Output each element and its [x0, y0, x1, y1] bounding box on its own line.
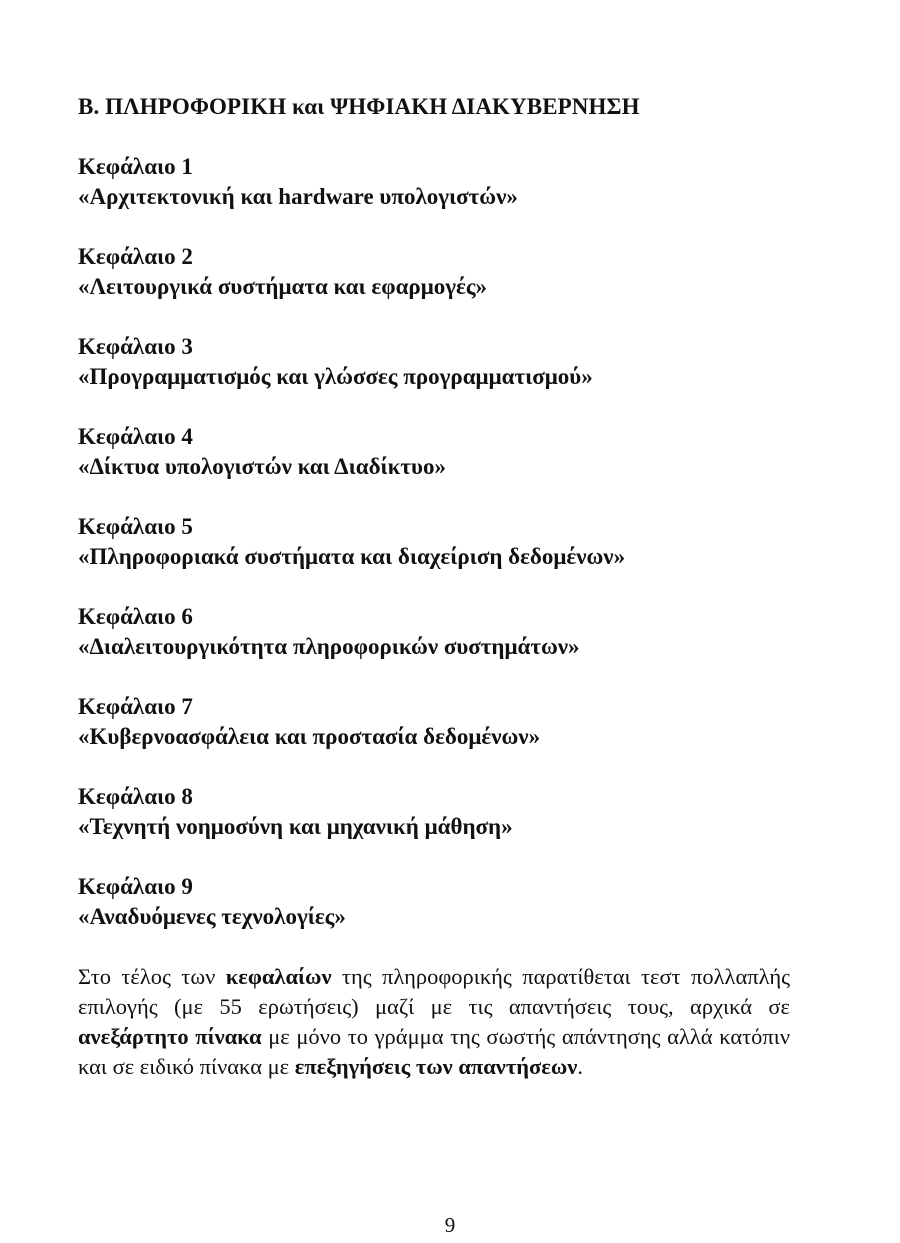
- page-number: 9: [444, 1213, 456, 1237]
- intro-text-3: με μόνο το γράμμα της σωστής απάντησης αλλά κατόπιν και σε ειδικό πίνακα με: [78, 1024, 791, 1079]
- chapter-label: Κεφάλαιο 3: [78, 334, 193, 359]
- chapter-label: Κεφάλαιο 8: [78, 784, 193, 809]
- chapter-entry: [78, 152, 818, 212]
- intro-bold-table: ανεξάρτητο πίνακα: [78, 1024, 262, 1049]
- chapter-entry: [78, 242, 818, 302]
- page-content: [78, 92, 818, 1082]
- chapter-label: Κεφάλαιο 5: [78, 514, 193, 539]
- chapter-entry: [78, 872, 818, 932]
- chapter-label: Κεφάλαιο 2: [78, 244, 193, 269]
- intro-text-4: .: [577, 1054, 583, 1079]
- chapter-entry: [78, 602, 818, 662]
- intro-text-1: Στο τέλος των: [78, 964, 226, 989]
- chapter-title: «Αναδυόμενες τεχνολογίες»: [78, 904, 346, 929]
- chapter-title: «Τεχνητή νοημοσύνη και μηχανική μάθηση»: [78, 814, 513, 839]
- section-title: B. ΠΛΗΡΟΦΟΡΙΚΗ και ΨΗΦΙΑΚΗ ΔΙΑΚΥΒΕΡΝΗΣΗ: [78, 94, 640, 119]
- intro-bold-explanations: επεξηγήσεις των απαντήσεων: [294, 1054, 578, 1079]
- chapter-list: [78, 152, 818, 932]
- chapter-title: «Αρχιτεκτονική και hardware υπολογιστών»: [78, 184, 518, 209]
- chapter-label: Κεφάλαιο 4: [78, 424, 193, 449]
- chapter-label: Κεφάλαιο 6: [78, 604, 193, 629]
- chapter-label: Κεφάλαιο 1: [78, 154, 193, 179]
- chapter-title: «Προγραμματισμός και γλώσσες προγραμματισμού»: [78, 364, 593, 389]
- chapter-title: «Κυβερνοασφάλεια και προστασία δεδομένων»: [78, 724, 541, 749]
- chapter-title: «Πληροφοριακά συστήματα και διαχείριση δεδομένων»: [78, 544, 626, 569]
- intro-text-2: της πληροφορικής παρατίθεται τεστ πολλαπλής επιλογής (με 55 ερωτήσεις) μαζί με τις απαντήσεις τους, αρχικά σε: [78, 964, 790, 1019]
- chapter-title: «Διαλειτουργικότητα πληροφορικών συστημάτων»: [78, 634, 580, 659]
- chapter-title: «Δίκτυα υπολογιστών και Διαδίκτυο»: [78, 454, 446, 479]
- intro-paragraph: [78, 962, 790, 1082]
- intro-bold-chapters: κεφαλαίων: [225, 964, 332, 989]
- chapter-entry: [78, 422, 818, 482]
- chapter-entry: [78, 512, 818, 572]
- chapter-entry: [78, 332, 818, 392]
- chapter-title: «Λειτουργικά συστήματα και εφαρμογές»: [78, 274, 488, 299]
- chapter-entry: [78, 692, 818, 752]
- chapter-label: Κεφάλαιο 7: [78, 694, 193, 719]
- chapter-entry: [78, 782, 818, 842]
- chapter-label: Κεφάλαιο 9: [78, 874, 193, 899]
